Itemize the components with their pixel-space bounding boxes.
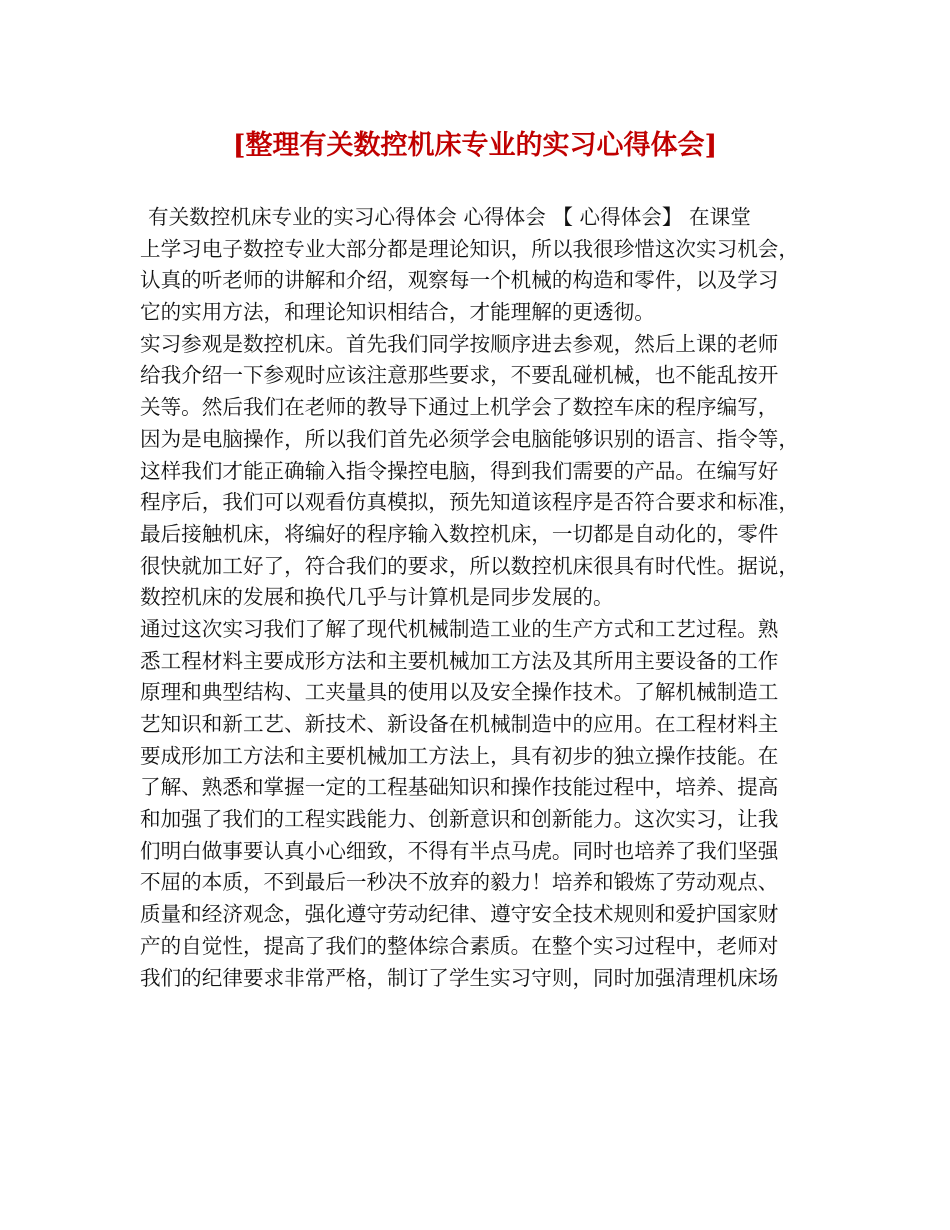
body-line: 原理和典型结构、工夹量具的使用以及安全操作技术。了解机械制造工 [140,680,779,705]
body-line: 我们的纪律要求非常严格，制订了学生实习守则，同时加强清理机床场 [140,965,779,990]
body-line: 艺知识和新工艺、新技术、新设备在机械制造中的应用。在工程材料主 [140,712,779,736]
body-line: 关等。然后我们在老师的教导下通过上机学会了数控车床的程序编写， [140,395,779,420]
body-line: 这样我们才能正确输入指令操控电脑，得到我们需要的产品。在编写好 [140,458,779,483]
body-line: 很快就加工好了，符合我们的要求，所以数控机床很具有时代性。据说， [140,553,799,578]
body-line: 因为是电脑操作，所以我们首先必须学会电脑能够识别的语言、指令等， [140,426,799,451]
body-line: 们明白做事要认真小心细致，不得有半点马虎。同时也培养了我们坚强 [140,838,779,863]
body-line: 数控机床的发展和换代几乎与计算机是同步发展的。 [140,585,614,610]
document-title: [整理有关数控机床专业的实习心得体会] [232,130,718,161]
body-line: 给我介绍一下参观时应该注意那些要求，不要乱碰机械，也不能乱按开 [140,363,779,388]
body-line: 实习参观是数控机床。首先我们同学按顺序进去参观，然后上课的老师 [140,331,779,356]
document-body [140,202,828,994]
body-line: 不屈的本质，不到最后一秒决不放弃的毅力！培养和锻炼了劳动观点、 [140,870,779,895]
body-line: 质量和经济观念，强化遵守劳动纪律、遵守安全技术规则和爱护国家财 [140,902,779,927]
body-line: 认真的听老师的讲解和介绍，观察每一个机械的构造和零件，以及学习 [140,268,779,293]
body-line: 悉工程材料主要成形方法和主要机械加工方法及其所用主要设备的工作 [140,648,779,673]
body-line: 有关数控机床专业的实习心得体会 心得体会 【 心得体会】 在课堂 [148,205,751,229]
body-line: 通过这次实习我们了解了现代机械制造工业的生产方式和工艺过程。熟 [140,616,779,641]
body-line: 最后接触机床，将编好的程序输入数控机床，一切都是自动化的，零件 [140,521,779,546]
body-line: 了解、熟悉和掌握一定的工程基础知识和操作技能过程中，培养、提高 [140,775,779,800]
body-line: 和加强了我们的工程实践能力、创新意识和创新能力。这次实习，让我 [140,807,779,832]
body-line: 程序后，我们可以观看仿真模拟，预先知道该程序是否符合要求和标准， [140,490,799,515]
body-line: 上学习电子数控专业大部分都是理论知识，所以我很珍惜这次实习机会， [140,236,799,261]
body-line: 要成形加工方法和主要机械加工方法上，具有初步的独立操作技能。在 [140,743,779,768]
body-line: 它的实用方法，和理论知识相结合，才能理解的更透彻。 [140,300,655,325]
body-line: 产的自觉性，提高了我们的整体综合素质。在整个实习过程中，老师对 [140,933,779,958]
